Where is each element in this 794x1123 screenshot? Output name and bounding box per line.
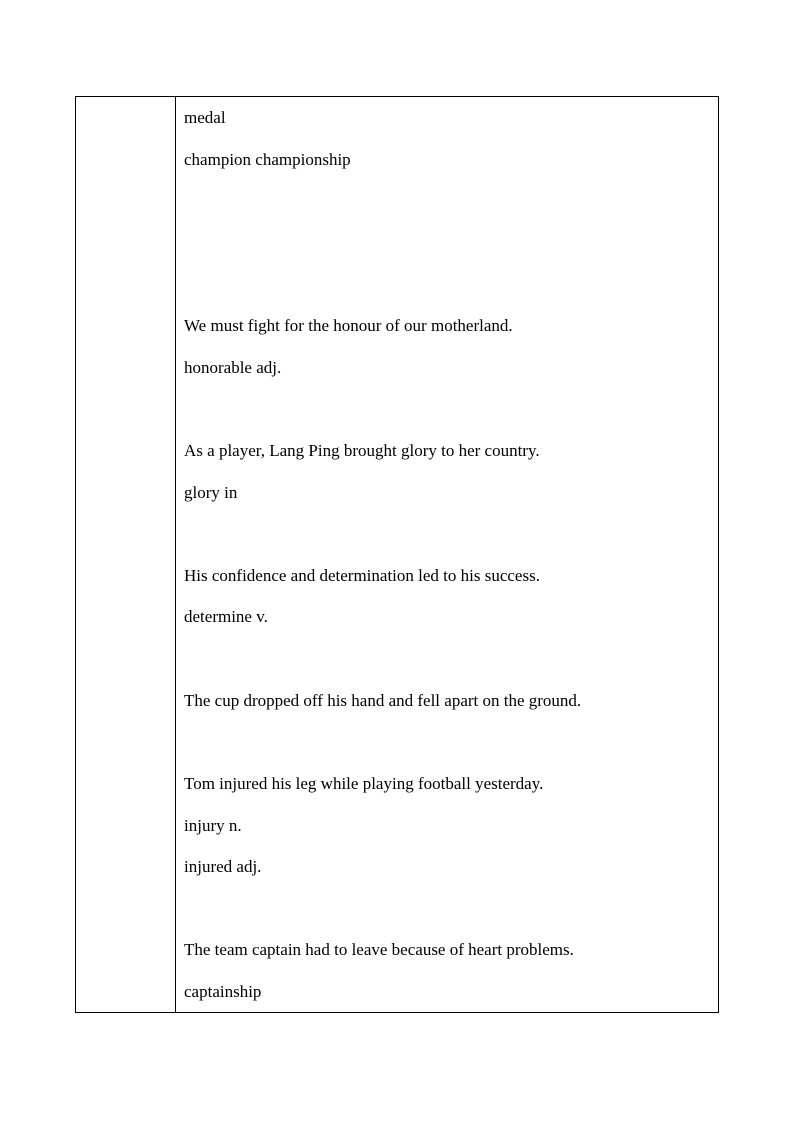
vocabulary-table [75,96,719,1013]
line-honorable: honorable adj. [184,358,282,377]
line-injured-sentence: Tom injured his leg while playing football yesterday. [184,774,544,793]
line-injury: injury n. [184,816,242,835]
line-determination-sentence: His confidence and determination led to his success. [184,566,540,585]
line-fall-apart-sentence: The cup dropped off his hand and fell apart on the ground. [184,691,582,710]
line-glory-in: glory in [184,483,238,502]
line-captainship: captainship [184,982,262,1001]
line-champion: champion championship [184,150,351,169]
line-honour-sentence: We must fight for the honour of our motherland. [184,316,513,335]
left-column-cell [76,97,176,1012]
line-glory-sentence: As a player, Lang Ping brought glory to her country. [184,441,540,460]
line-medal: medal [184,108,226,127]
notes-column-cell [176,97,718,1012]
line-captain-sentence: The team captain had to leave because of heart problems. [184,940,574,959]
line-injured-adj: injured adj. [184,857,262,876]
line-determine: determine v. [184,607,268,626]
